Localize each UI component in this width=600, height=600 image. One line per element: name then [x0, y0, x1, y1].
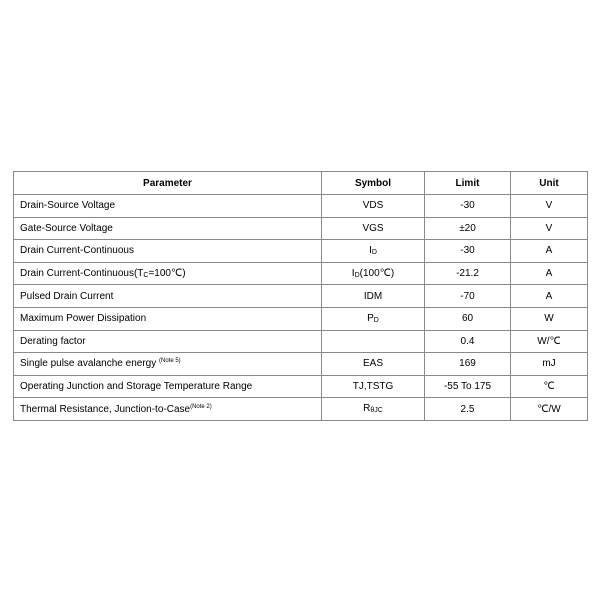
symbol-cell: EAS — [322, 353, 425, 376]
table-row — [14, 262, 588, 285]
table-body — [14, 195, 588, 421]
symbol-main: R — [363, 403, 371, 415]
unit-cell: ℃ — [511, 375, 588, 398]
note-reference: (Note 5) — [159, 358, 181, 365]
parameter-text: Single pulse avalanche energy — [20, 358, 157, 370]
limit-cell: -70 — [425, 285, 511, 308]
absolute-maximum-ratings-table — [13, 171, 588, 421]
unit-cell: V — [511, 217, 588, 240]
symbol-cell — [322, 240, 425, 263]
symbol-cell — [322, 307, 425, 330]
limit-cell: 169 — [425, 353, 511, 376]
table-row — [14, 375, 588, 398]
table-header — [14, 172, 588, 195]
symbol-cell: TJ,TSTG — [322, 375, 425, 398]
symbol-cell — [322, 398, 425, 421]
symbol-subscript: D — [371, 249, 377, 257]
limit-cell: 2.5 — [425, 398, 511, 421]
table-row — [14, 398, 588, 421]
parameter-cell — [14, 262, 322, 285]
unit-cell: W/℃ — [511, 330, 588, 353]
parameter-cell: Operating Junction and Storage Temperature Range — [14, 375, 322, 398]
table-row — [14, 217, 588, 240]
symbol-main: I — [351, 267, 355, 279]
symbol-cell — [322, 262, 425, 285]
limit-cell: -30 — [425, 240, 511, 263]
parameter-text: Thermal Resistance, Junction-to-Case — [20, 403, 191, 415]
parameter-cell — [14, 353, 322, 376]
parameter-text: Drain Current-Continuous(T — [20, 267, 144, 279]
table-row — [14, 330, 588, 353]
limit-cell: 60 — [425, 307, 511, 330]
unit-cell: A — [511, 262, 588, 285]
parameter-cell: Derating factor — [14, 330, 322, 353]
table-row — [14, 285, 588, 308]
limit-cell: -55 To 175 — [425, 375, 511, 398]
symbol-cell — [322, 330, 425, 353]
unit-cell: W — [511, 307, 588, 330]
parameter-text-end: =100℃) — [148, 267, 186, 279]
limit-cell: -21.2 — [425, 262, 511, 285]
limit-cell: 0.4 — [425, 330, 511, 353]
parameter-cell: Maximum Power Dissipation — [14, 307, 322, 330]
symbol-suffix: (100℃) — [359, 267, 395, 279]
table-row — [14, 353, 588, 376]
symbol-subscript: D — [354, 271, 360, 279]
symbol-subscript: θJC — [370, 407, 383, 415]
symbol-main: P — [367, 312, 374, 324]
limit-cell: -30 — [425, 195, 511, 218]
note-reference: (Note 2) — [190, 403, 212, 410]
parameter-cell: Gate-Source Voltage — [14, 217, 322, 240]
parameter-cell: Pulsed Drain Current — [14, 285, 322, 308]
header-row — [14, 172, 588, 195]
parameter-cell — [14, 398, 322, 421]
unit-cell: V — [511, 195, 588, 218]
symbol-cell: IDM — [322, 285, 425, 308]
symbol-main: I — [369, 245, 372, 257]
parameter-cell: Drain-Source Voltage — [14, 195, 322, 218]
unit-cell: mJ — [511, 353, 588, 376]
symbol-subscript: D — [373, 316, 379, 324]
symbol-cell: VDS — [322, 195, 425, 218]
unit-cell: ℃/W — [511, 398, 588, 421]
header-symbol: Symbol — [322, 172, 425, 195]
header-unit: Unit — [511, 172, 588, 195]
unit-cell: A — [511, 285, 588, 308]
header-parameter: Parameter — [14, 172, 322, 195]
symbol-cell: VGS — [322, 217, 425, 240]
unit-cell: A — [511, 240, 588, 263]
table-row — [14, 195, 588, 218]
parameter-subscript: C — [143, 271, 149, 279]
limit-cell: ±20 — [425, 217, 511, 240]
table-row — [14, 307, 588, 330]
header-limit: Limit — [425, 172, 511, 195]
table-row — [14, 240, 588, 263]
parameter-cell: Drain Current-Continuous — [14, 240, 322, 263]
